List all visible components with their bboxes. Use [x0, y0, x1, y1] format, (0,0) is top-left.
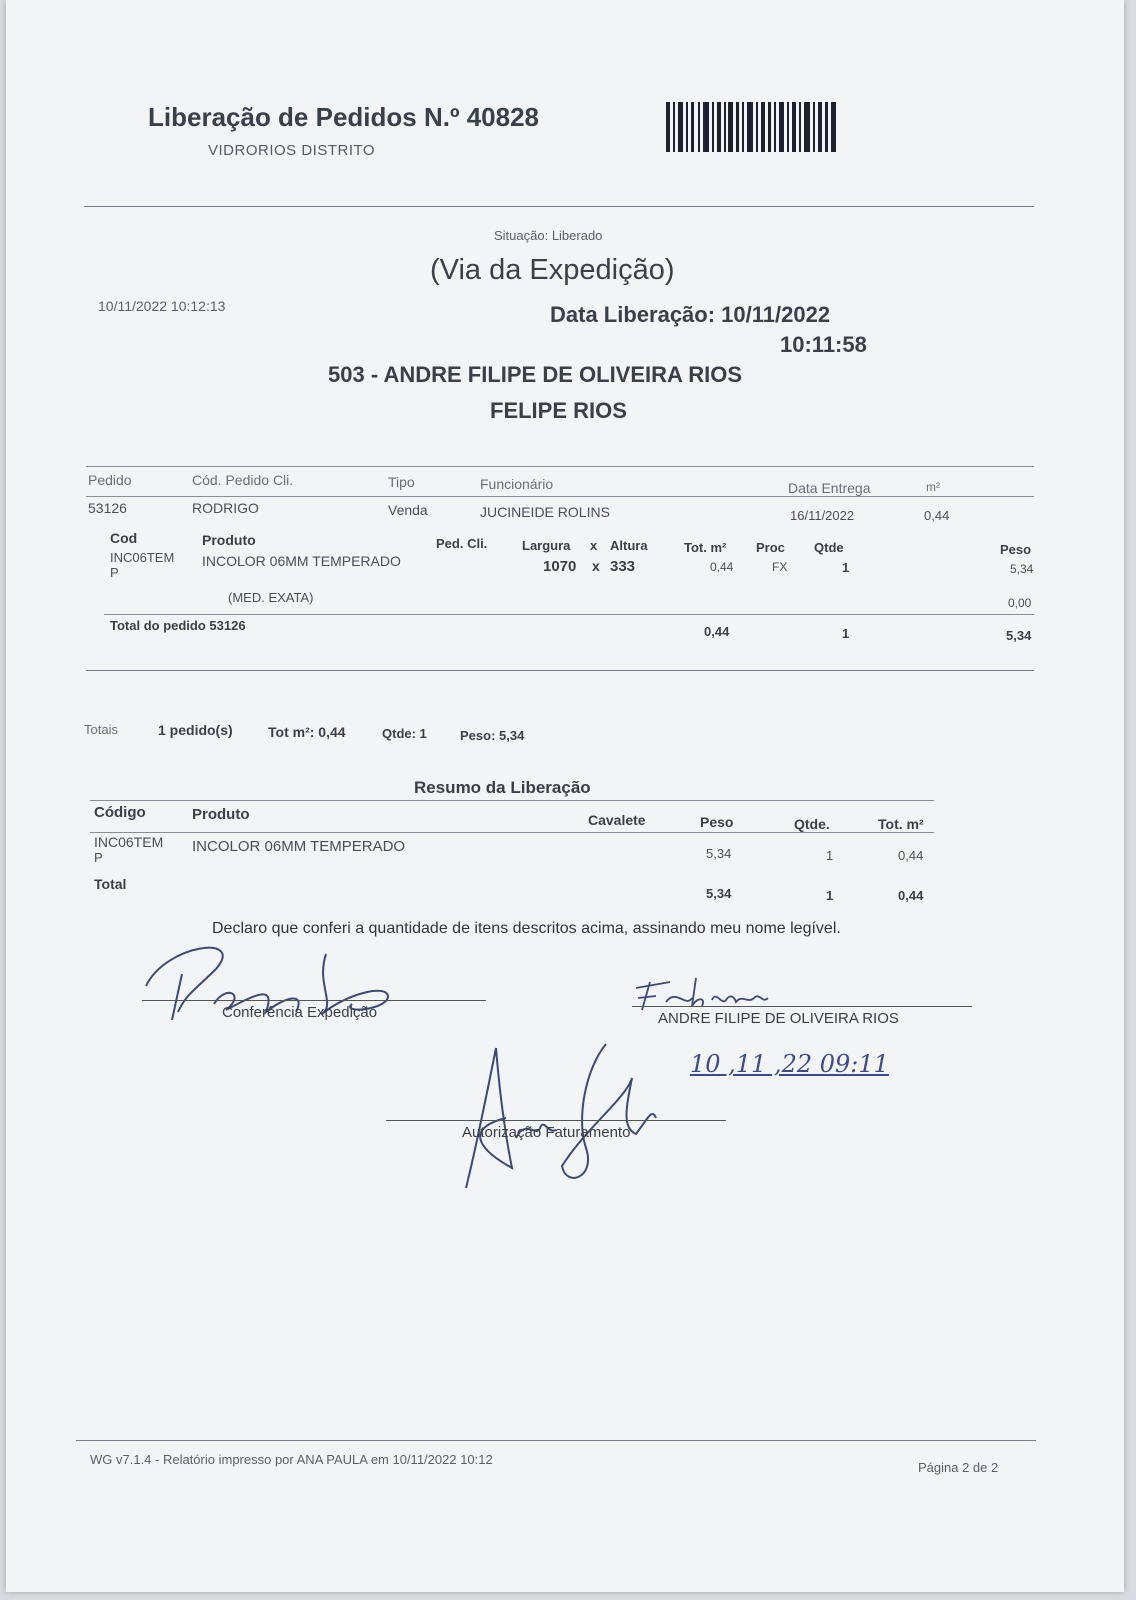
conferencia-label: Conferência Expedição	[222, 1004, 378, 1021]
item-qtde: 1	[842, 560, 850, 575]
summary-total-qtde: 1	[826, 888, 834, 903]
order-total-qtde: 1	[842, 626, 850, 641]
conferencia-signature	[126, 934, 426, 1044]
header-row-rule	[86, 496, 1034, 497]
item-proc: FX	[772, 560, 788, 574]
summary-total-peso: 5,34	[706, 886, 732, 901]
item-note-peso: 0,00	[1008, 596, 1032, 610]
summary-col-peso: Peso	[700, 814, 734, 830]
summary-peso: 5,34	[706, 846, 732, 861]
table-top-rule	[86, 466, 1034, 467]
col-m2: m²	[926, 480, 940, 494]
company-name: VIDRORIOS DISTRITO	[208, 142, 376, 159]
item-altura: 333	[610, 558, 636, 575]
declaration-text: Declaro que conferi a quantidade de itens descritos acima, assinando meu nome legível.	[212, 920, 841, 937]
footer-rule	[76, 1440, 1036, 1441]
totals-peso: Peso: 5,34	[460, 728, 525, 743]
summary-total-tot-m2: 0,44	[898, 888, 924, 903]
summary-tot-m2: 0,44	[898, 848, 924, 863]
m2-value: 0,44	[924, 508, 950, 523]
release-date: Data Liberação: 10/11/2022	[550, 302, 831, 327]
item-cod-cont: P	[110, 565, 119, 580]
footer-print-info: WG v7.1.4 - Relatório impresso por ANA PAULA em 10/11/2022 10:12	[90, 1452, 493, 1467]
autorizacao-line	[386, 1120, 726, 1121]
item-produto: INCOLOR 06MM TEMPERADO	[202, 553, 401, 569]
order-total-peso: 5,34	[1006, 628, 1032, 643]
item-x: x	[592, 558, 600, 574]
item-total-rule	[104, 614, 1034, 615]
col-tipo: Tipo	[388, 474, 415, 490]
item-col-tot-m2: Tot. m²	[684, 540, 727, 555]
totals-qtde: Qtde: 1	[382, 726, 427, 741]
totals-pedidos: 1 pedido(s)	[158, 722, 233, 738]
summary-col-qtde: Qtde.	[794, 816, 830, 832]
item-note: (MED. EXATA)	[228, 590, 314, 605]
cod-cli: RODRIGO	[192, 500, 259, 516]
barcode-icon	[666, 102, 838, 152]
data-entrega: 16/11/2022	[790, 508, 855, 523]
client-signature-name: ANDRE FILIPE DE OLIVEIRA RIOS	[658, 1010, 899, 1027]
item-largura: 1070	[543, 558, 577, 575]
summary-col-produto: Produto	[192, 806, 250, 823]
col-data-entrega: Data Entrega	[788, 480, 871, 496]
client-name: 503 - ANDRE FILIPE DE OLIVEIRA RIOS	[328, 362, 742, 387]
summary-codigo-cont: P	[94, 850, 103, 865]
item-col-cod: Cod	[110, 530, 138, 546]
item-col-qtde: Qtde	[814, 540, 844, 555]
tipo: Venda	[388, 502, 428, 518]
item-col-largura: Largura	[522, 538, 571, 553]
funcionario: JUCINEIDE ROLINS	[480, 504, 610, 520]
summary-header-rule	[90, 832, 934, 833]
summary-top-rule	[90, 800, 934, 801]
item-col-produto: Produto	[202, 532, 256, 548]
release-time: 10:11:58	[780, 332, 867, 357]
summary-produto: INCOLOR 06MM TEMPERADO	[192, 838, 406, 855]
document-page	[6, 0, 1124, 1592]
client-nickname: FELIPE RIOS	[490, 398, 627, 423]
col-cod-cli: Cód. Pedido Cli.	[192, 472, 294, 488]
item-peso: 5,34	[1010, 562, 1034, 576]
col-pedido: Pedido	[88, 472, 132, 488]
handwritten-date: 10 ,11 ,22 09:11	[690, 1050, 889, 1078]
summary-col-cavalete: Cavalete	[588, 812, 646, 828]
autorizacao-label: Autorização Faturamento	[462, 1124, 631, 1141]
item-col-altura: Altura	[610, 538, 648, 553]
item-col-peso: Peso	[1000, 542, 1032, 557]
pedido-number: 53126	[88, 500, 127, 516]
item-col-proc: Proc	[756, 540, 785, 555]
printed-timestamp: 10/11/2022 10:12:13	[98, 298, 226, 314]
summary-col-tot-m2: Tot. m²	[878, 816, 924, 832]
item-col-x: x	[590, 538, 598, 553]
status-text: Situação: Liberado	[494, 228, 603, 243]
summary-total-label: Total	[94, 876, 127, 892]
autorizacao-signature	[436, 1038, 676, 1198]
conferencia-line	[142, 1000, 486, 1001]
item-col-ped-cli: Ped. Cli.	[436, 536, 488, 551]
col-funcionario: Funcionário	[480, 476, 554, 492]
totals-m2: Tot m²: 0,44	[268, 724, 346, 740]
totals-label: Totais	[84, 722, 118, 737]
client-signature-line	[632, 1006, 972, 1007]
table-bottom-rule	[86, 670, 1034, 671]
header-divider	[84, 206, 1034, 207]
summary-qtde: 1	[826, 848, 834, 863]
item-tot-m2: 0,44	[710, 560, 734, 574]
order-total-m2: 0,44	[704, 624, 730, 639]
document-title: Liberação de Pedidos N.º 40828	[148, 102, 539, 132]
via-label: (Via da Expedição)	[430, 254, 675, 286]
summary-col-codigo: Código	[94, 804, 146, 821]
summary-codigo: INC06TEM	[94, 834, 164, 850]
summary-title: Resumo da Liberação	[414, 778, 591, 797]
page-number: Página 2 de 2	[918, 1460, 999, 1475]
item-cod: INC06TEM	[110, 550, 175, 565]
order-total-label: Total do pedido 53126	[110, 618, 246, 633]
